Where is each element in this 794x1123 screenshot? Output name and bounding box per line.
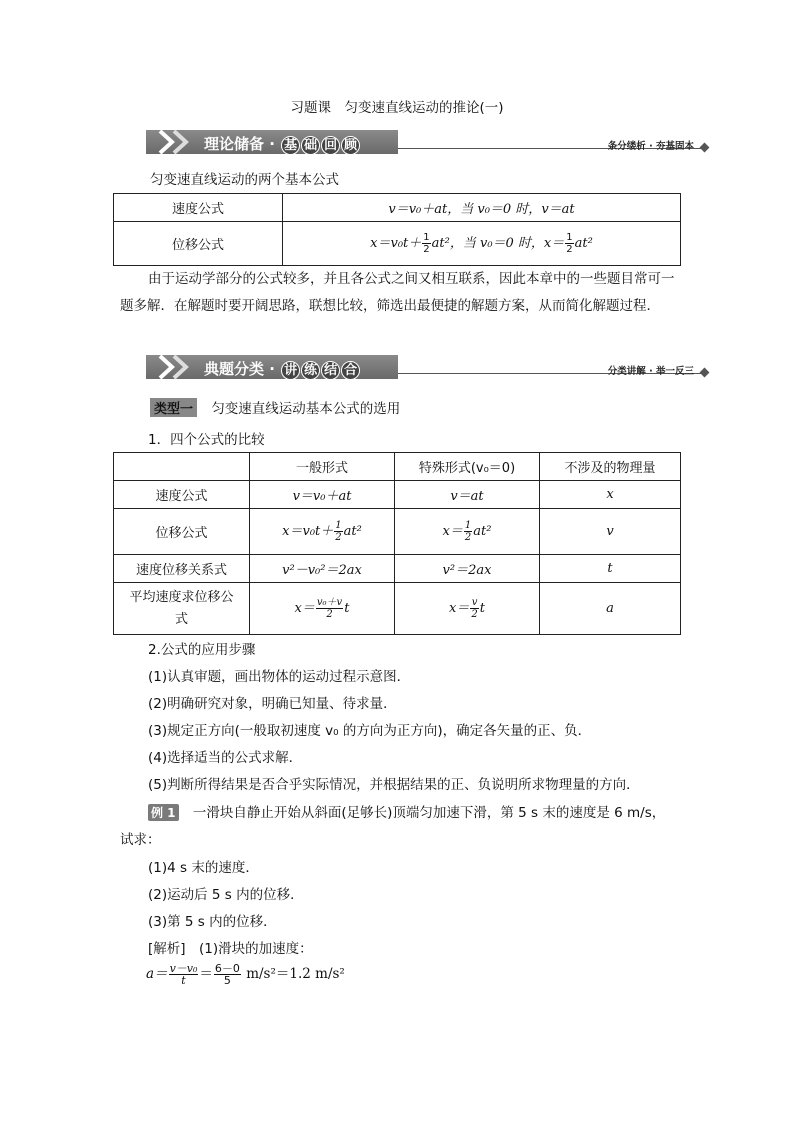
table-header-cell: 不涉及的物理量: [540, 453, 681, 481]
chevron-arrows-icon: [156, 128, 202, 156]
example-text: 一滑块自静止开始从斜面(足够长)顶端匀加速下滑，第 5 s 末的速度是 6 m/s，: [192, 805, 666, 821]
banner-title: 理论储备 · 基 础 回 顾: [204, 133, 360, 155]
section-heading-compare: 1．四个公式的比较: [148, 432, 265, 448]
table-cell: v＝v₀＋at: [250, 481, 395, 509]
example-badge: 例 1: [148, 804, 179, 821]
table-row: [114, 194, 681, 222]
table-cell-formula: x＝v₀t＋ $\frac{1}{2}$ at²，当 v₀＝0 时，x＝ $\frac{1}{2}$ at²: [283, 222, 681, 266]
table-cell: x: [540, 481, 681, 509]
table-row: [114, 555, 681, 583]
intro-paragraph: 由于运动学部分的公式较多，并且各公式之间又相互联系，因此本章中的一些题目常可一题多解．在解题时要开阔思路，联想比较，筛选出最便捷的解题方案，从而简化解题过程．: [120, 271, 675, 314]
table-cell: x＝v₀t＋ $\frac{1}{2}$ at²: [250, 509, 395, 555]
section-banner-theory: [146, 128, 708, 158]
step-item: (1)认真审题，画出物体的运动过程示意图．: [148, 669, 411, 685]
intro-heading: 匀变速直线运动的两个基本公式: [150, 172, 339, 188]
example-text-cont: 试求：: [120, 832, 161, 848]
table-row: [114, 583, 681, 635]
table-cell-label: 速度公式: [114, 481, 250, 509]
step-item: (2)明确研究对象，明确已知量、待求量．: [148, 696, 397, 712]
table-cell-label: 位移公式: [114, 222, 283, 266]
table-cell: v: [540, 509, 681, 555]
step-item: (5)判断所得结果是否合乎实际情况，并根据结果的正、负说明所求物理量的方向．: [148, 777, 640, 793]
type-title: 匀变速直线运动基本公式的选用: [211, 401, 401, 417]
example-question: (1)4 s 末的速度．: [148, 860, 259, 876]
section-heading-steps: 2.公式的应用步骤: [148, 642, 256, 658]
table-cell: v²＝2ax: [395, 555, 540, 583]
section-banner-examples: [146, 353, 708, 383]
example-question: (3)第 5 s 内的位移．: [148, 914, 277, 930]
diamond-icon: [700, 368, 710, 378]
table-cell: x＝ $\frac{\text{v₀＋v}}{2}$ t: [250, 583, 395, 635]
page-title: 习题课 匀变速直线运动的推论(一): [290, 100, 504, 116]
table-cell-label: 位移公式: [114, 509, 250, 555]
table-row: [114, 481, 681, 509]
table-cell: x＝ $\frac{1}{2}$ at²: [395, 509, 540, 555]
table-header-cell: 特殊形式(v₀＝0): [395, 453, 540, 481]
table-cell-label: 平均速度求位移公式: [114, 583, 250, 635]
formula-compare-table: [113, 452, 681, 635]
table-header-row: [114, 453, 681, 481]
type-badge: 类型一: [150, 398, 197, 417]
table-cell: v²－v₀²＝2ax: [250, 555, 395, 583]
basic-formula-table: [113, 193, 681, 266]
table-cell: t: [540, 555, 681, 583]
table-header-cell: 一般形式: [250, 453, 395, 481]
table-cell: x＝ $\frac{v}{2}$ t: [395, 583, 540, 635]
banner-subtitle: 分类讲解 · 举一反三: [607, 366, 694, 377]
banner-title: 典题分类 · 讲 练 结 合: [204, 358, 360, 380]
table-cell-label: 速度公式: [114, 194, 283, 222]
acceleration-equation: a＝ $\frac{\text{v－v₀}}{t}$ ＝ $\frac{6-0}{5}$ m/s²＝1.2 m/s²: [146, 961, 345, 987]
banner-subtitle: 条分缕析 · 夯基固本: [607, 141, 694, 152]
table-row: [114, 509, 681, 555]
diamond-icon: [700, 143, 710, 153]
table-cell: v＝at: [395, 481, 540, 509]
chevron-arrows-icon: [156, 353, 202, 381]
table-cell-formula: v＝v₀＋at，当 v₀＝0 时，v＝at: [283, 194, 681, 222]
step-item: (3)规定正方向(一般取初速度 v₀ 的方向为正方向)，确定各矢量的正、负．: [148, 723, 592, 739]
example-question: (2)运动后 5 s 内的位移．: [148, 887, 304, 903]
table-cell: a: [540, 583, 681, 635]
table-cell-label: 速度位移关系式: [114, 555, 250, 583]
step-item: (4)选择适当的公式求解．: [148, 750, 303, 766]
table-header-cell: [114, 453, 250, 481]
type-heading: [150, 397, 400, 417]
analysis-heading: [解析] (1)滑块的加速度：: [148, 941, 313, 957]
example-statement: [148, 801, 665, 821]
table-row: [114, 222, 681, 266]
